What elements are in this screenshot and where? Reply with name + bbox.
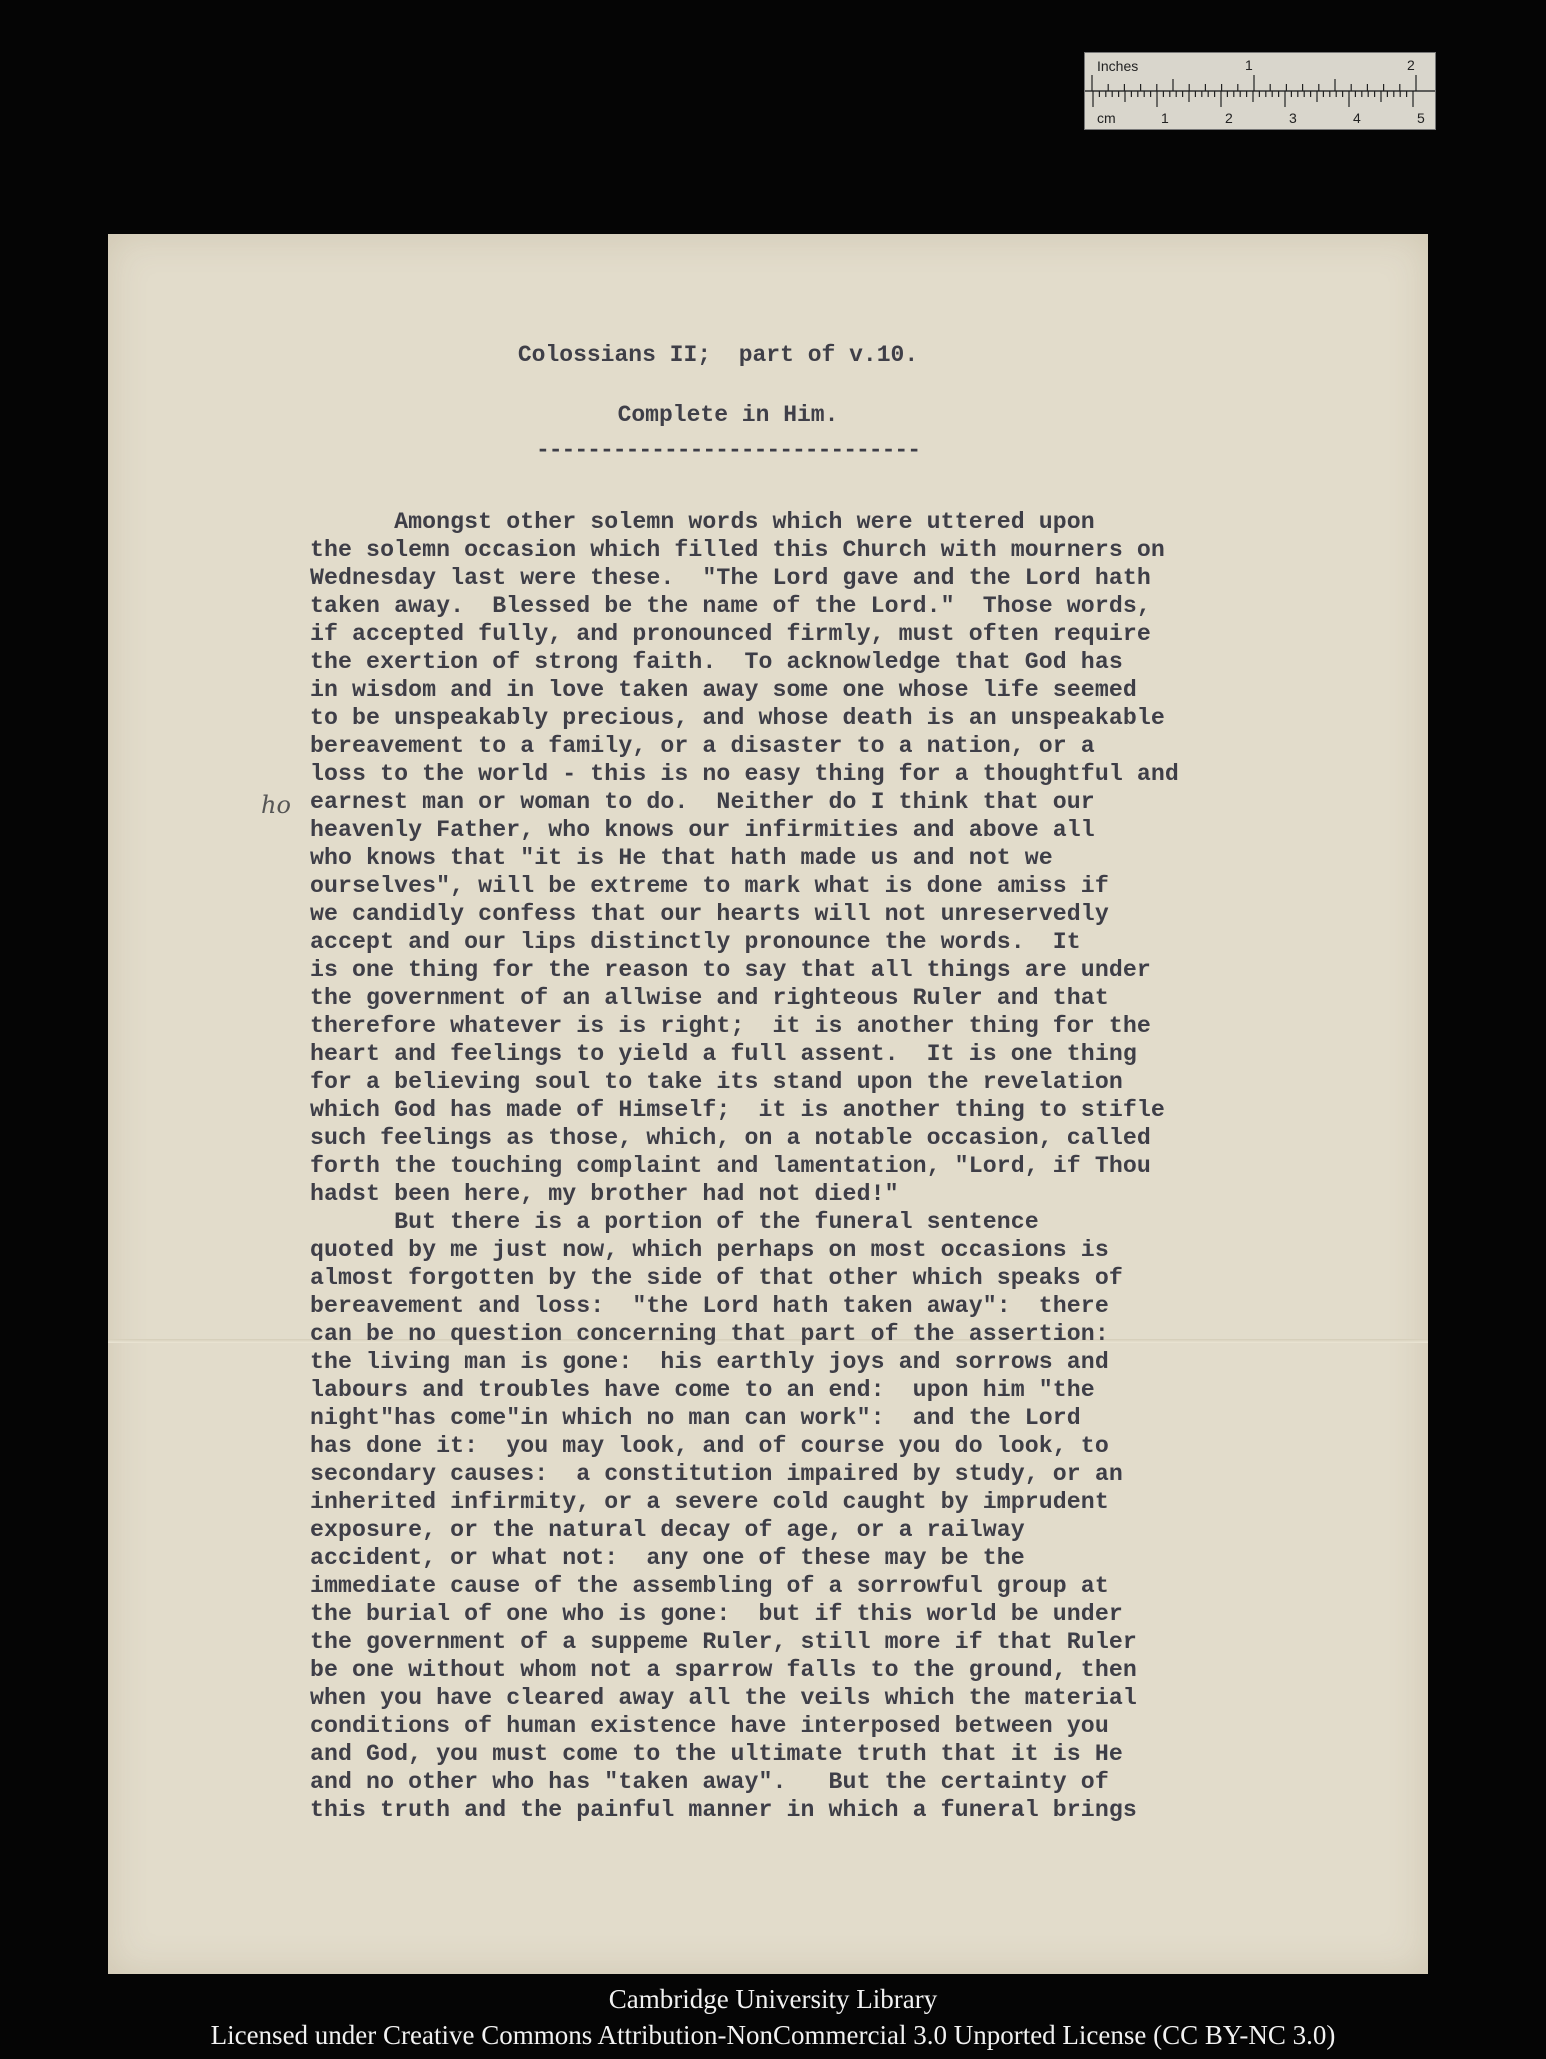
document-subheading: Complete in Him. — [617, 402, 839, 428]
footer-license: Licensed under Creative Commons Attribution-NonCommercial 3.0 Unported License (CC BY-NC 3.0) — [210, 2020, 1336, 2050]
text-line: is one thing for the reason to say that all things are under — [310, 957, 1151, 983]
ruler-inch-number: 2 — [1407, 57, 1415, 73]
text-line: we candidly confess that our hearts will not unreservedly — [310, 901, 1109, 927]
text-line: secondary causes: a constitution impaired by study, or an — [310, 1461, 1123, 1487]
text-line: this truth and the painful manner in which a funeral brings — [310, 1797, 1137, 1823]
text-line: forth the touching complaint and lamentation, "Lord, if Thou — [310, 1153, 1151, 1179]
text-line: which God has made of Himself; it is another thing to stifle — [310, 1097, 1165, 1123]
text-line: But there is a portion of the funeral sentence — [310, 1209, 1039, 1235]
text-line: who knows that "it is He that hath made us and not we — [310, 845, 1053, 871]
ruler-inch-number: 1 — [1245, 57, 1253, 73]
text-line: taken away. Blessed be the name of the Lord." Those words, — [310, 593, 1151, 619]
scale-ruler — [1084, 52, 1436, 130]
text-line: Wednesday last were these. "The Lord gave and the Lord hath — [310, 565, 1151, 591]
text-line: conditions of human existence have interposed between you — [310, 1713, 1109, 1739]
text-line: the burial of one who is gone: but if this world be under — [310, 1601, 1123, 1627]
document-body — [310, 508, 1179, 1824]
text-line: the living man is gone: his earthly joys and sorrows and — [310, 1349, 1109, 1375]
text-line: labours and troubles have come to an end: upon him "the — [310, 1377, 1095, 1403]
text-line: therefore whatever is is right; it is another thing for the — [310, 1013, 1151, 1039]
text-line: bereavement to a family, or a disaster to a nation, or a — [310, 733, 1095, 759]
text-line: when you have cleared away all the veils which the material — [310, 1685, 1137, 1711]
text-line: Amongst other solemn words which were uttered upon — [310, 509, 1095, 535]
ruler-inches-label: Inches — [1097, 58, 1139, 74]
text-line: earnest man or woman to do. Neither do I think that our — [310, 789, 1095, 815]
ruler-graphic — [1085, 53, 1435, 129]
text-line: can be no question concerning that part of the assertion: — [310, 1321, 1109, 1347]
document-page — [108, 234, 1428, 1974]
text-line: bereavement and loss: "the Lord hath taken away": there — [310, 1293, 1109, 1319]
text-line: to be unspeakably precious, and whose death is an unspeakable — [310, 705, 1165, 731]
text-line: exposure, or the natural decay of age, or a railway — [310, 1517, 1025, 1543]
footer-library-name: Cambridge University Library — [608, 1984, 938, 2014]
ruler-cm-number: 5 — [1417, 110, 1425, 126]
text-line: ourselves", will be extreme to mark what is done amiss if — [310, 873, 1109, 899]
text-line: quoted by me just now, which perhaps on most occasions is — [310, 1237, 1109, 1263]
text-line: if accepted fully, and pronounced firmly, must often require — [310, 621, 1151, 647]
document-heading: Colossians II; part of v.10. — [517, 342, 919, 368]
heading-underline: ------------------------------ — [535, 437, 921, 463]
text-line: accept and our lips distinctly pronounce the words. It — [310, 929, 1081, 955]
text-line: for a believing soul to take its stand upon the revelation — [310, 1069, 1123, 1095]
text-line: the government of an allwise and righteous Ruler and that — [310, 985, 1109, 1011]
text-line: immediate cause of the assembling of a sorrowful group at — [310, 1573, 1109, 1599]
ruler-cm-label: cm — [1097, 110, 1116, 126]
text-line: accident, or what not: any one of these may be the — [310, 1545, 1025, 1571]
ruler-cm-number: 4 — [1353, 110, 1361, 126]
text-line: the government of a suppeme Ruler, still more if that Ruler — [310, 1629, 1137, 1655]
text-line: heart and feelings to yield a full assent. It is one thing — [310, 1041, 1137, 1067]
text-line: such feelings as those, which, on a notable occasion, called — [310, 1125, 1151, 1151]
ruler-cm-number: 1 — [1161, 110, 1169, 126]
text-line: night"has come"in which no man can work": and the Lord — [310, 1405, 1081, 1431]
text-line: hadst been here, my brother had not died!" — [310, 1181, 899, 1207]
ruler-cm-number: 2 — [1225, 110, 1233, 126]
text-line: has done it: you may look, and of course you do look, to — [310, 1433, 1109, 1459]
handwritten-margin-note: ho — [261, 791, 291, 819]
ruler-cm-number: 3 — [1289, 110, 1297, 126]
text-line: almost forgotten by the side of that other which speaks of — [310, 1265, 1123, 1291]
text-line: and God, you must come to the ultimate truth that it is He — [310, 1741, 1123, 1767]
text-line: in wisdom and in love taken away some one whose life seemed — [310, 677, 1137, 703]
text-line: loss to the world - this is no easy thing for a thoughtful and — [310, 761, 1179, 787]
text-line: and no other who has "taken away". But the certainty of — [310, 1769, 1109, 1795]
text-line: inherited infirmity, or a severe cold caught by imprudent — [310, 1489, 1109, 1515]
text-line: the solemn occasion which filled this Church with mourners on — [310, 537, 1165, 563]
text-line: be one without whom not a sparrow falls to the ground, then — [310, 1657, 1137, 1683]
text-line: heavenly Father, who knows our infirmities and above all — [310, 817, 1095, 843]
text-line: the exertion of strong faith. To acknowledge that God has — [310, 649, 1123, 675]
